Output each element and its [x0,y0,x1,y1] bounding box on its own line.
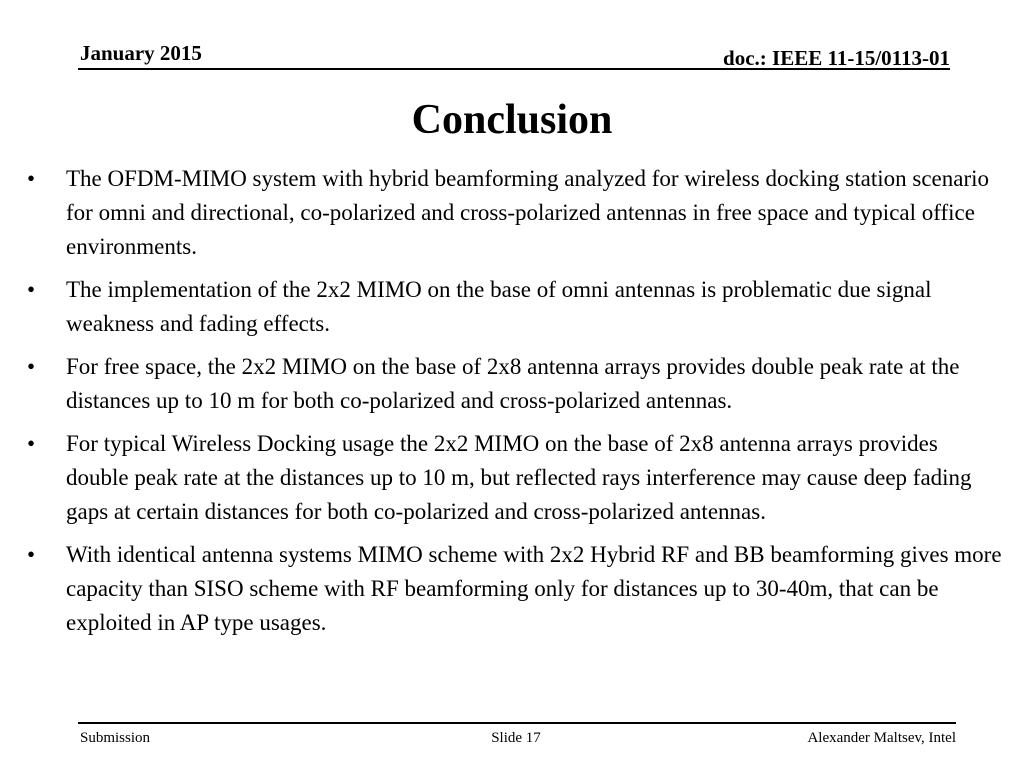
bullet-item-5 [27,538,1002,640]
footer-author: Alexander Maltsev, Intel [807,730,956,746]
bullet-text-2: The implementation of the 2x2 MIMO on the base of omni antennas is problematic due signal weakness and fading effects. [66,277,932,336]
header-date: January 2015 [80,41,202,65]
footer-divider [78,722,956,724]
bullet-text-4: For typical Wireless Docking usage the 2x2 MIMO on the base of 2x8 antenna arrays provides double peak rate at the distances up to 10 m, but reflected rays interference may cause deep fading gaps at certain distances for both co-polarized and cross-polarized antennas. [66,431,972,524]
bullet-text-3: For free space, the 2x2 MIMO on the base of 2x8 antenna arrays provides double peak rate at the distances up to 10 m for both co-polarized and cross-polarized antennas. [66,354,960,413]
bullet-marker: • [27,431,36,456]
bullet-list [27,162,1002,649]
footer-slide-number: Slide 17 [491,730,541,746]
header-divider [78,68,950,70]
slide-title: Conclusion [411,97,613,143]
bullet-marker: • [27,277,36,302]
bullet-item-4 [27,427,1002,529]
bullet-item-3 [27,350,1002,418]
header-doc-id: doc.: IEEE 11-15/0113-01 [723,46,950,70]
footer-submission: Submission [80,730,151,746]
bullet-text-1: The OFDM-MIMO system with hybrid beamforming analyzed for wireless docking station scenario for omni and directional, co-polarized and cross-polarized antennas in free space and typical office environments. [66,166,989,259]
bullet-item-1 [27,162,1002,264]
bullet-marker: • [27,354,36,379]
bullet-item-2 [27,273,1002,341]
bullet-marker: • [27,166,36,191]
bullet-text-5: With identical antenna systems MIMO scheme with 2x2 Hybrid RF and BB beamforming gives more capacity than SISO scheme with RF beamforming only for distances up to 30-40m, that can be exploited in AP type usages. [66,542,1002,635]
bullet-marker: • [27,542,36,567]
